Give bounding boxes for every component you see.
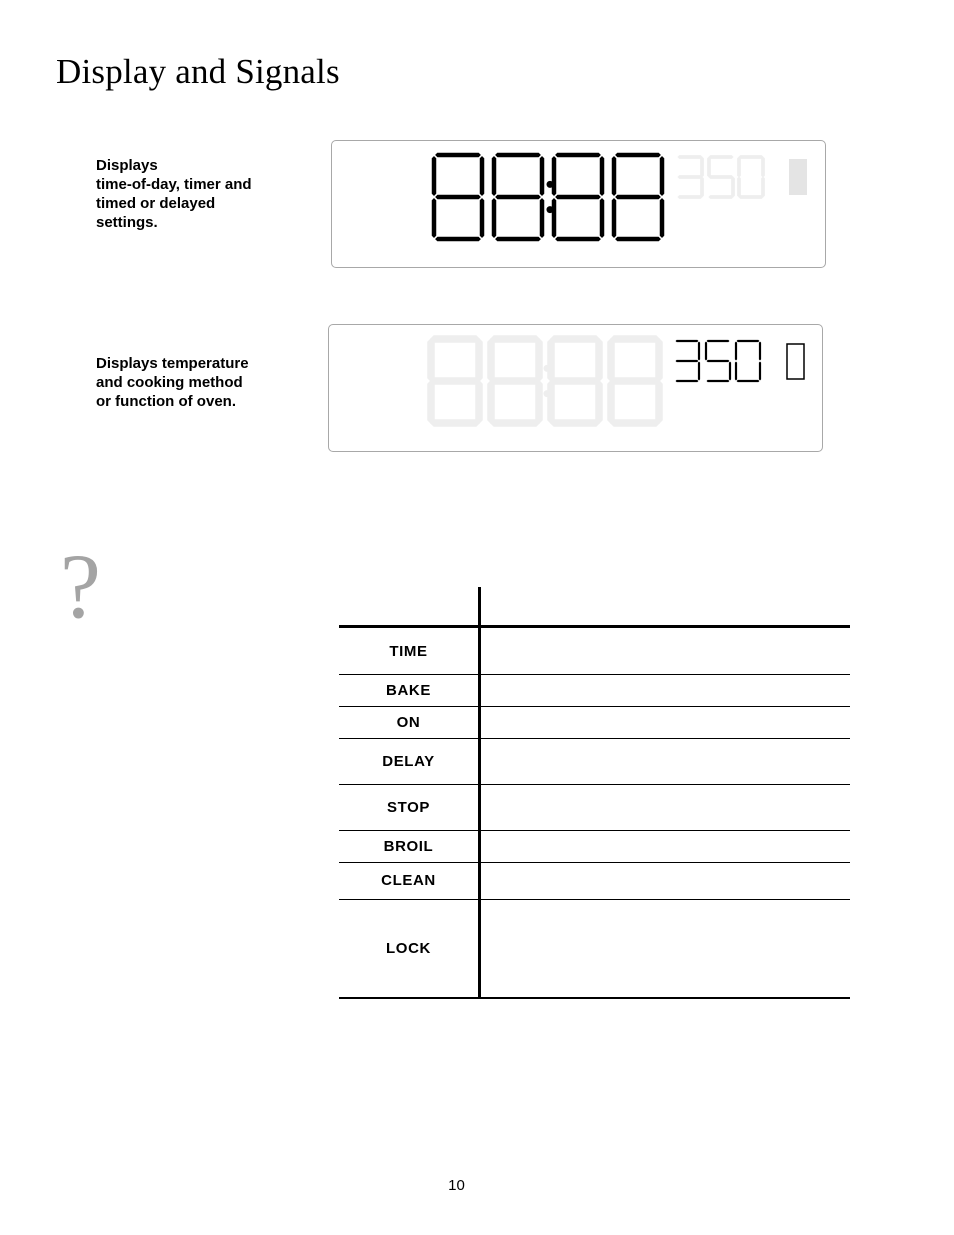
digit-segment-b	[596, 339, 602, 381]
table-row-divider	[339, 674, 850, 675]
digit-segment-g	[675, 360, 699, 363]
page-title: Display and Signals	[56, 52, 340, 91]
digit-segment-d	[706, 380, 730, 383]
clock-digits	[431, 152, 665, 242]
digit-segment-f	[608, 339, 614, 381]
signal-label-broil: BROIL	[383, 838, 434, 855]
digit-segment-e	[735, 361, 738, 381]
digit-segment-d	[739, 196, 763, 199]
table-bottom-rule	[339, 997, 850, 999]
digit-segment-g	[551, 378, 599, 384]
table-header-rule	[339, 625, 850, 628]
digit-segment-a	[678, 156, 702, 159]
digit-segment-g	[614, 194, 662, 200]
clock-temp-ghost	[678, 156, 765, 199]
digit-segment-f	[548, 339, 554, 381]
digit-segment-e	[491, 197, 497, 239]
temperature-display-panel	[328, 324, 823, 452]
page-number: 10	[448, 1177, 465, 1194]
digit-segment-d	[434, 236, 482, 242]
digit-segment-e	[611, 197, 617, 239]
digit-segment-g	[494, 194, 542, 200]
colon-dot	[544, 365, 551, 372]
table-row-divider	[339, 830, 850, 831]
digit-segment-f	[735, 341, 738, 361]
digit-segment-b	[599, 155, 605, 197]
digit-segment-a	[491, 336, 539, 342]
digit-segment-d	[551, 420, 599, 426]
digit-segment-e	[428, 381, 434, 423]
digit-segment-e	[608, 381, 614, 423]
colon-dot	[547, 206, 554, 213]
digit-segment-b	[659, 155, 665, 197]
digit-segment-f	[611, 155, 617, 197]
digit-segment-f	[738, 157, 741, 177]
digit-segment-c	[732, 177, 735, 197]
digit-segment-c	[698, 361, 701, 381]
digit-segment-f	[428, 339, 434, 381]
caption-line: and cooking method	[96, 374, 243, 391]
digit-segment-b	[701, 157, 704, 177]
signals-table	[339, 587, 850, 999]
digit-segment-g	[431, 378, 479, 384]
digit-segment-a	[611, 336, 659, 342]
clock-display-readout	[332, 141, 825, 267]
digit-segment-a	[706, 340, 730, 343]
clock-display-caption	[96, 156, 296, 232]
digit-segment-c	[596, 381, 602, 423]
signal-label-bake: BAKE	[386, 682, 431, 699]
digit-segment-a	[709, 156, 733, 159]
digit-segment-d	[678, 196, 702, 199]
digit-segment-f	[488, 339, 494, 381]
digit-segment-b	[759, 341, 762, 361]
digit-segment-a	[434, 152, 482, 158]
digit-segment-g	[611, 378, 659, 384]
table-row-divider	[339, 706, 850, 707]
table-row-divider	[339, 862, 850, 863]
digit-segment-d	[611, 420, 659, 426]
digit-segment-g	[706, 360, 730, 363]
colon-dot	[544, 390, 551, 397]
digit-segment-e	[431, 197, 437, 239]
digit-segment-d	[675, 380, 699, 383]
digit-segment-d	[431, 420, 479, 426]
digit-segment-c	[656, 381, 662, 423]
temperature-digits	[675, 340, 762, 383]
digit-segment-d	[494, 236, 542, 242]
digit-segment-e	[738, 177, 741, 197]
digit-segment-a	[494, 152, 542, 158]
table-row-divider	[339, 784, 850, 785]
digit-segment-b	[656, 339, 662, 381]
digit-segment-c	[759, 361, 762, 381]
table-column-divider	[478, 587, 481, 999]
digit-segment-c	[479, 197, 485, 239]
digit-segment-a	[675, 340, 699, 343]
temperature-display-caption	[96, 354, 296, 411]
function-indicator-ghost	[789, 159, 807, 195]
temperature-clock-ghost	[428, 336, 662, 426]
caption-line: Displays	[96, 157, 158, 174]
caption-line: timed or delayed	[96, 195, 216, 212]
digit-segment-g	[434, 194, 482, 200]
digit-segment-e	[488, 381, 494, 423]
caption-line: Displays temperature	[96, 355, 249, 372]
digit-segment-e	[551, 197, 557, 239]
signal-label-clean: CLEAN	[381, 872, 436, 889]
digit-segment-g	[554, 194, 602, 200]
table-row-divider	[339, 738, 850, 739]
digit-segment-g	[678, 176, 702, 179]
digit-segment-b	[479, 155, 485, 197]
digit-segment-c	[476, 381, 482, 423]
digit-segment-f	[431, 155, 437, 197]
caption-line: settings.	[96, 214, 158, 231]
digit-segment-d	[736, 380, 760, 383]
digit-segment-a	[431, 336, 479, 342]
caption-line: or function of oven.	[96, 393, 236, 410]
digit-segment-c	[659, 197, 665, 239]
digit-segment-f	[705, 341, 708, 361]
digit-segment-c	[539, 197, 545, 239]
question-mark-icon: ?	[60, 535, 101, 637]
digit-segment-a	[554, 152, 602, 158]
digit-segment-a	[614, 152, 662, 158]
temperature-display-readout	[329, 325, 822, 451]
digit-segment-e	[548, 381, 554, 423]
colon-dot	[547, 181, 554, 188]
digit-segment-d	[614, 236, 662, 242]
digit-segment-b	[536, 339, 542, 381]
signal-label-time: TIME	[389, 643, 428, 660]
digit-segment-b	[698, 341, 701, 361]
digit-segment-c	[762, 177, 765, 197]
digit-segment-f	[491, 155, 497, 197]
digit-segment-c	[729, 361, 732, 381]
digit-segment-a	[739, 156, 763, 159]
digit-segment-f	[708, 157, 711, 177]
digit-segment-b	[762, 157, 765, 177]
digit-segment-a	[736, 340, 760, 343]
digit-segment-c	[536, 381, 542, 423]
digit-segment-a	[551, 336, 599, 342]
digit-segment-b	[476, 339, 482, 381]
digit-segment-g	[709, 176, 733, 179]
signal-label-stop: STOP	[387, 799, 430, 816]
digit-segment-g	[491, 378, 539, 384]
caption-line: time-of-day, timer and	[96, 176, 252, 193]
digit-segment-c	[701, 177, 704, 197]
table-row-divider	[339, 899, 850, 900]
digit-segment-c	[599, 197, 605, 239]
clock-display-panel	[331, 140, 826, 268]
digit-segment-d	[554, 236, 602, 242]
digit-segment-f	[551, 155, 557, 197]
signal-label-lock: LOCK	[386, 940, 431, 957]
digit-segment-d	[491, 420, 539, 426]
signal-label-delay: DELAY	[382, 753, 435, 770]
signal-label-on: ON	[396, 714, 421, 731]
digit-segment-d	[709, 196, 733, 199]
function-indicator	[787, 344, 804, 379]
digit-segment-b	[539, 155, 545, 197]
